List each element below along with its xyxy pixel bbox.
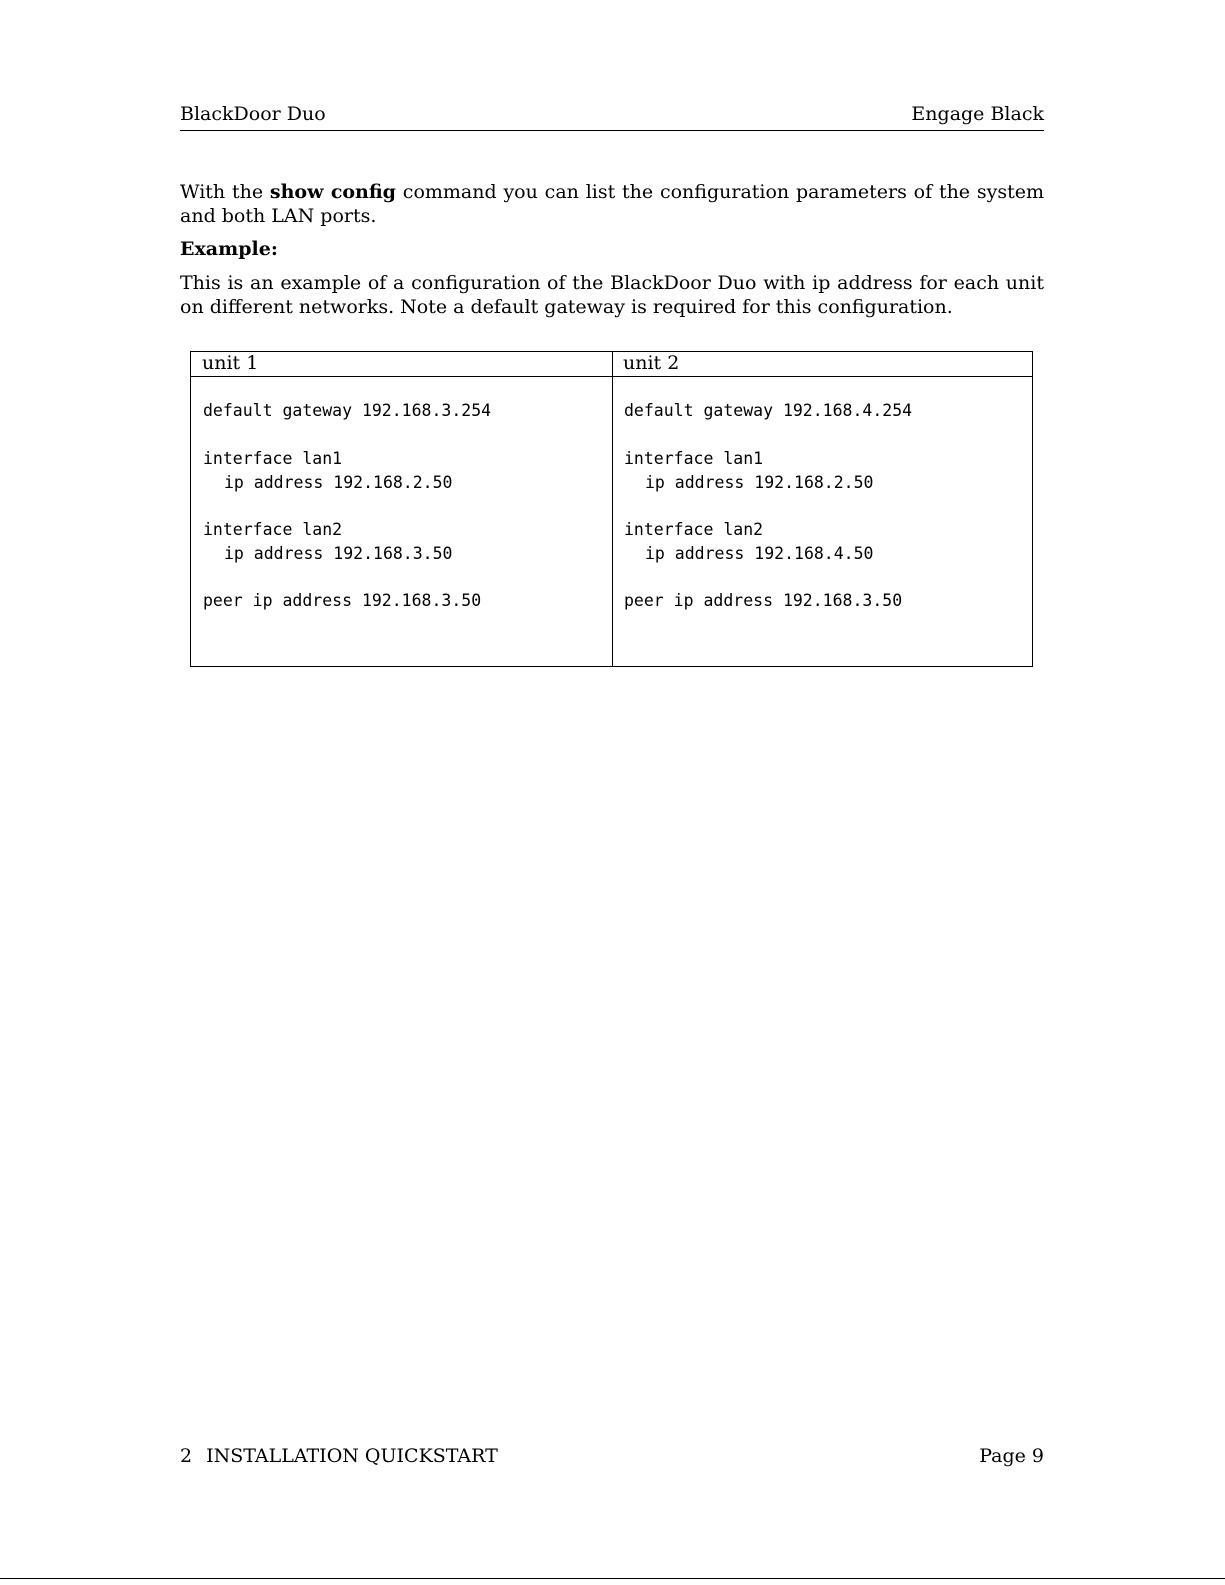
unit1-heading: unit 1 xyxy=(202,352,259,374)
footer-section xyxy=(180,1445,498,1467)
show-config-command: show config xyxy=(269,181,396,203)
unit1-lan1-ip: ip address 192.168.2.50 xyxy=(224,473,453,492)
unit2-peer-ip: peer ip address 192.168.3.50 xyxy=(624,591,903,610)
column-divider xyxy=(612,352,613,666)
header-product-name: BlackDoor Duo xyxy=(180,103,326,125)
running-header xyxy=(180,101,1044,131)
footer-section-number: 2 xyxy=(180,1445,193,1467)
unit2-lan1-interface: interface lan1 xyxy=(624,449,764,468)
unit1-lan2-interface: interface lan2 xyxy=(203,520,343,539)
example-heading: Example: xyxy=(180,238,278,260)
intro-prefix: With the xyxy=(180,181,270,203)
header-row-divider xyxy=(191,376,1032,377)
unit2-lan1-ip: ip address 192.168.2.50 xyxy=(645,473,874,492)
unit2-lan2-interface: interface lan2 xyxy=(624,520,764,539)
intro-paragraph xyxy=(180,180,1044,228)
unit2-heading: unit 2 xyxy=(623,352,680,374)
example-paragraph: This is an example of a configuration of the BlackDoor Duo with ip address for each unit on different networks. Note a default gateway is required for this configuration. xyxy=(180,272,1044,318)
unit2-default-gateway: default gateway 192.168.4.254 xyxy=(624,401,913,420)
unit1-default-gateway: default gateway 192.168.3.254 xyxy=(203,401,492,420)
unit1-lan1-interface: interface lan1 xyxy=(203,449,343,468)
intro-suffix: command you can list the configuration parameters of the system and both LAN ports. xyxy=(180,181,1044,227)
config-example-table xyxy=(190,351,1033,667)
header-company-name: Engage Black xyxy=(911,103,1044,125)
footer-section-title: INSTALLATION QUICKSTART xyxy=(206,1445,498,1467)
unit1-lan2-ip: ip address 192.168.3.50 xyxy=(224,544,453,563)
footer-page-number: Page 9 xyxy=(979,1445,1044,1467)
unit1-peer-ip: peer ip address 192.168.3.50 xyxy=(203,591,482,610)
unit2-lan2-ip: ip address 192.168.4.50 xyxy=(645,544,874,563)
